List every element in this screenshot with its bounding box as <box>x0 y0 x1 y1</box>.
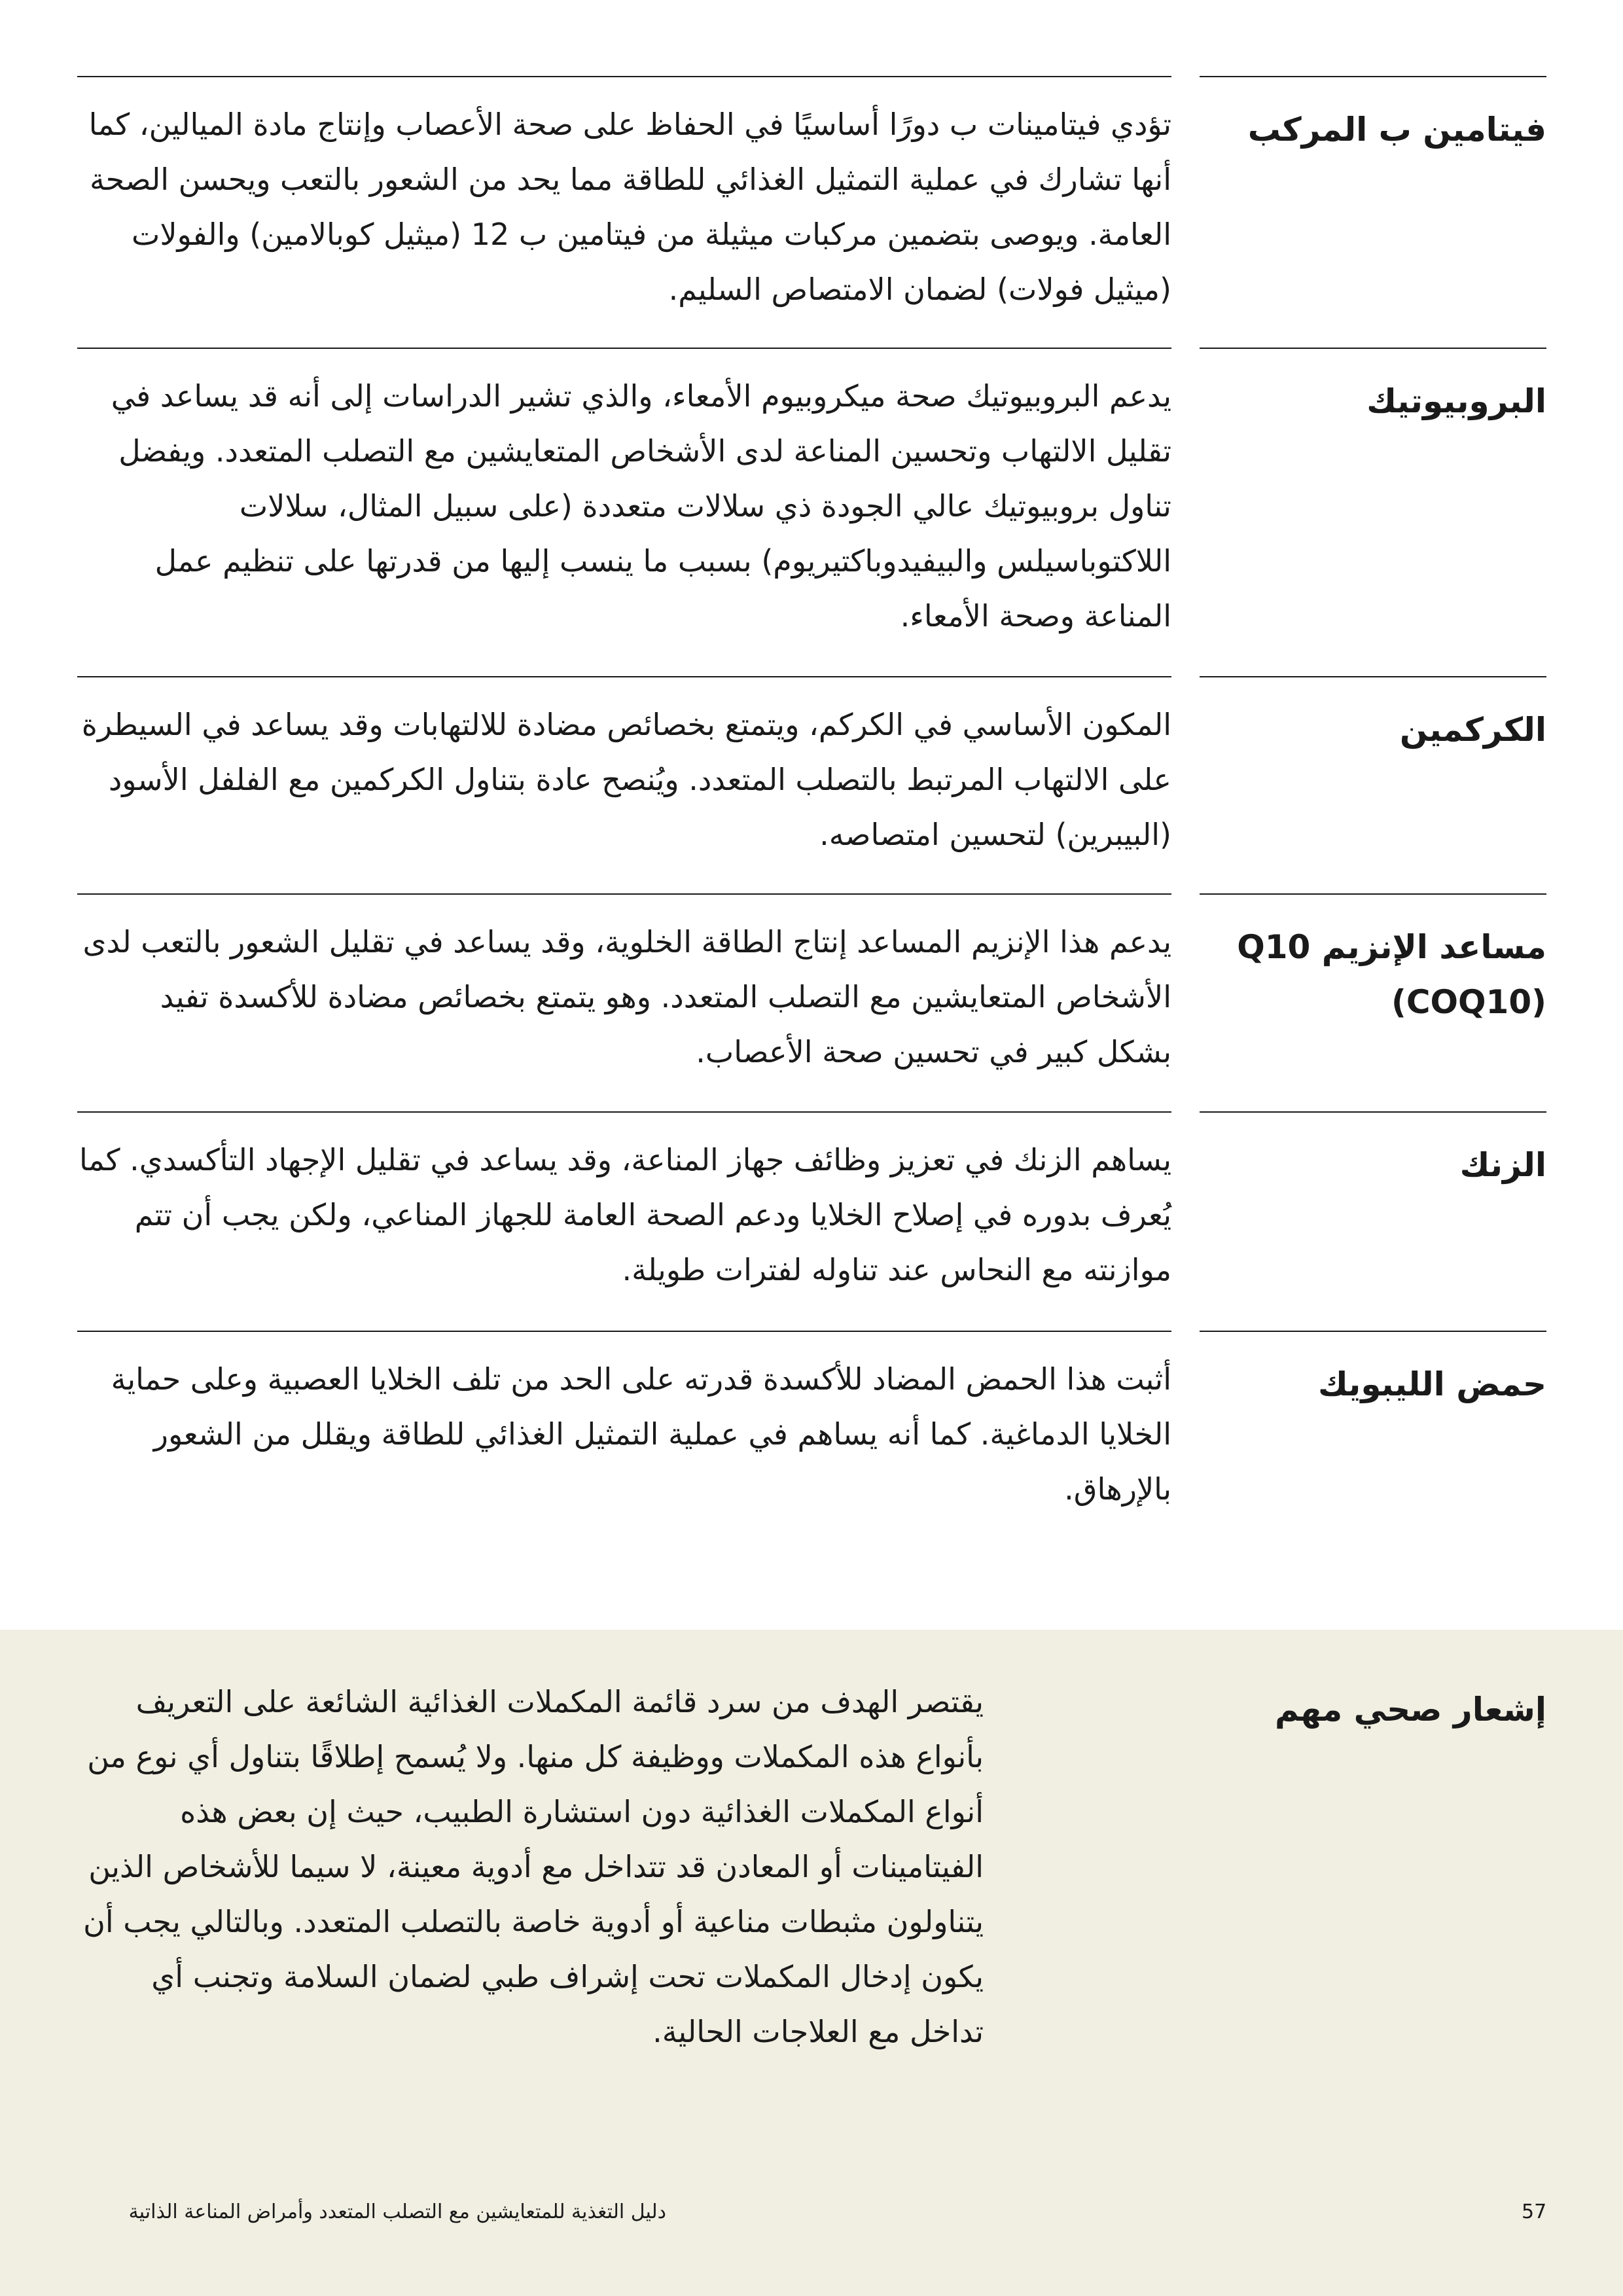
notice-body: يقتصر الهدف من سرد قائمة المكملات الغذائية الشائعة على التعريف بأنواع هذه المكملات ووظيفة كل منها. ولا يُسمح إطلاقًا بتناول أي نوع من أنواع المكملات الغذائية دون استشارة الطبيب، حيث إن بعض هذه الفيتامينات أو المعادن قد تتداخل مع أدوية معينة، لا سيما للأشخاص الذين يتناولون مثبطات مناعية أو أدوية خاصة بالتصلب المتعدد. وبالتالي يجب أن يكون إدخال المكملات تحت إشراف طبي لضمان السلامة وتجنب أي تداخل مع العلاجات الحالية. <box>83 1684 984 2049</box>
row-divider <box>1200 893 1546 895</box>
row-divider <box>1200 676 1546 677</box>
supplement-name: حمض الليبويك <box>1318 1365 1546 1403</box>
row-divider <box>77 348 1171 349</box>
footer-title: دليل التغذية للمتعايشين مع التصلب المتعدد وأمراض المناعة الذاتية <box>128 2200 666 2223</box>
supplement-row <box>0 893 1623 1109</box>
supplement-description: يساهم الزنك في تعزيز وظائف جهاز المناعة، وقد يساعد في تقليل الإجهاد التأكسدي. كما يُعرف بدوره في إصلاح الخلايا ودعم الصحة العامة للجهاز المناعي، ولكن يجب أن تتم موازنته مع النحاس عند تناوله لفترات طويلة. <box>79 1142 1171 1287</box>
supplement-name: مساعد الإنزيم Q10 (COQ10) <box>1237 928 1546 1021</box>
health-notice-box <box>0 1630 1623 2296</box>
supplement-name: الزنك <box>1459 1146 1546 1184</box>
row-divider <box>1200 1331 1546 1332</box>
supplement-row <box>0 76 1623 344</box>
notice-title: إشعار صحي مهم <box>1274 1691 1546 1729</box>
supplement-name: البروبيوتيك <box>1366 382 1546 420</box>
supplement-description: يدعم هذا الإنزيم المساعد إنتاج الطاقة الخلوية، وقد يساعد في تقليل الشعور بالتعب لدى الأشخاص المتعايشين مع التصلب المتعدد. وهو يتمتع بخصائص مضادة للأكسدة تفيد بشكل كبير في تحسين صحة الأعصاب. <box>82 924 1171 1069</box>
supplement-description: أثبت هذا الحمض المضاد للأكسدة قدرته على الحد من تلف الخلايا العصبية وعلى حماية الخلايا الدماغية. كما أنه يساهم في عملية التمثيل الغذائي للطاقة ويقلل من الشعور بالإرهاق. <box>111 1361 1171 1507</box>
supplement-row <box>0 1111 1623 1327</box>
supplement-row <box>0 676 1623 892</box>
supplement-row <box>0 1331 1623 1547</box>
page-number: 57 <box>1522 2200 1547 2223</box>
row-divider <box>77 76 1171 77</box>
row-divider <box>1200 1111 1546 1113</box>
row-divider <box>77 893 1171 895</box>
row-divider <box>77 1331 1171 1332</box>
supplement-description: تؤدي فيتامينات ب دورًا أساسيًا في الحفاظ على صحة الأعصاب وإنتاج مادة الميالين، كما أنها تشارك في عملية التمثيل الغذائي للطاقة مما يحد من الشعور بالتعب ويحسن الصحة العامة. ويوصى بتضمين مركبات ميثيلة من فيتامين ب 12 (ميثيل كوبالامين) والفولات (ميثيل فولات) لضمان الامتصاص السليم. <box>88 107 1171 307</box>
supplement-name: الكركمين <box>1399 711 1546 749</box>
row-divider <box>77 1111 1171 1113</box>
supplement-row <box>0 348 1623 672</box>
row-divider <box>77 676 1171 677</box>
supplement-description: المكون الأساسي في الكركم، ويتمتع بخصائص مضادة للالتهابات وقد يساعد في السيطرة على الالتهاب المرتبط بالتصلب المتعدد. ويُنصح عادة بتناول الكركمين مع الفلفل الأسود (البيبرين) لتحسين امتصاصه. <box>81 707 1171 852</box>
row-divider <box>1200 76 1546 77</box>
supplement-description: يدعم البروبيوتيك صحة ميكروبيوم الأمعاء، والذي تشير الدراسات إلى أنه قد يساعد في تقليل الالتهاب وتحسين المناعة لدى الأشخاص المتعايشين مع التصلب المتعدد. ويفضل تناول بروبيوتيك عالي الجودة ذي سلالات متعددة (على سبيل المثال، سلالات اللاكتوباسيلس والبيفيدوباكتيريوم) بسبب ما ينسب إليها من قدرتها على تنظيم عمل المناعة وصحة الأمعاء. <box>111 378 1171 634</box>
supplement-name: فيتامين ب المركب <box>1247 111 1546 149</box>
row-divider <box>1200 348 1546 349</box>
